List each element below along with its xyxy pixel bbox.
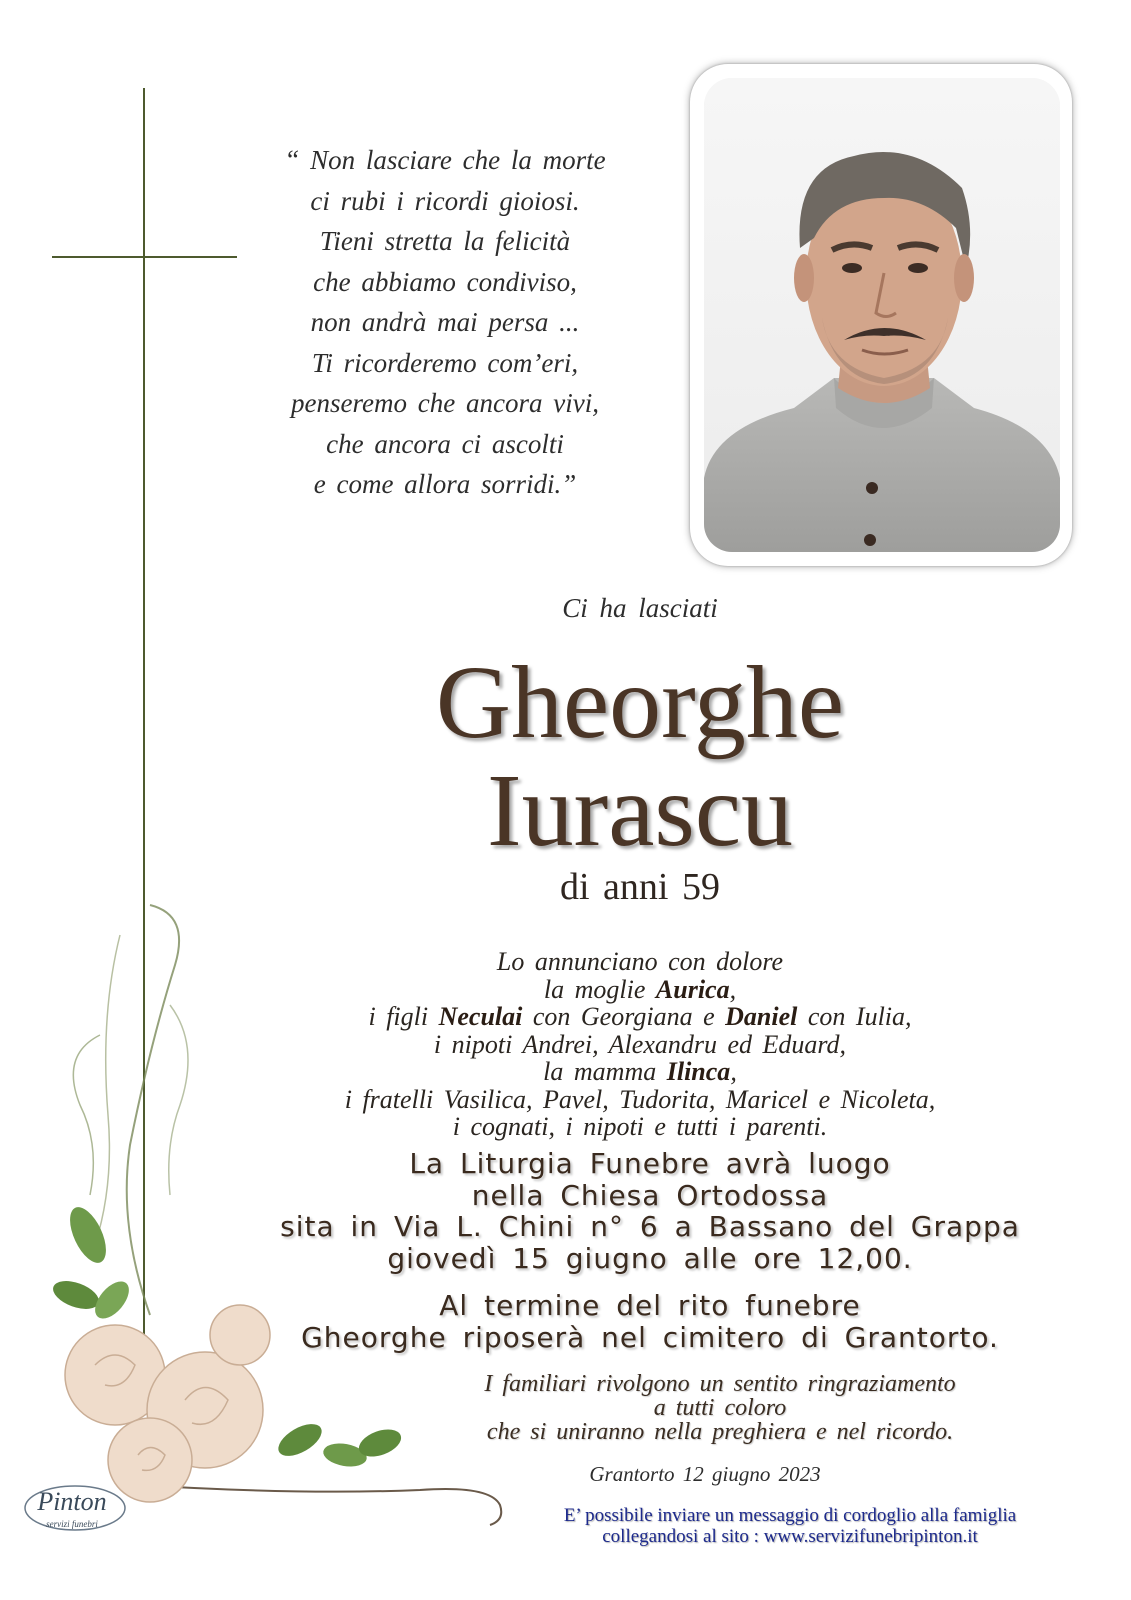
family-line: la moglie Aurica, [543, 974, 737, 1004]
liturgy-line: giovedì 15 giugno alle ore 12,00. [387, 1241, 913, 1275]
quote-line: e come allora sorridi.” [313, 469, 577, 499]
family-line: i figli Neculai con Georgiana e Daniel con Iulia, [368, 1002, 912, 1031]
thanks-line: che si uniranno nella preghiera e nel ricordo. [486, 1419, 954, 1445]
quote-line: “ Non lasciare che la morte [284, 145, 606, 175]
son-name: Neculai [438, 1002, 523, 1031]
age-text: di anni 59 [560, 866, 720, 908]
place-date: Grantorto 12 giugno 2023 [589, 1462, 821, 1486]
burial-line: Al termine del rito funebre [439, 1289, 861, 1322]
quote-line: che abbiamo condiviso, [313, 266, 577, 297]
deceased-last-name: Iurascu [486, 753, 794, 868]
quote-line: Ti ricorderemo com’eri, [311, 347, 579, 378]
quote-line: non andrà mai persa ... [310, 307, 580, 337]
portrait-photo [704, 78, 1060, 552]
mother-name: Ilinca [666, 1057, 731, 1086]
quote-line: che ancora ci ascolti [326, 428, 564, 459]
rose-decoration [0, 895, 520, 1555]
thanks-line: I familiari rivolgono un sentito ringraziamento [484, 1371, 956, 1397]
son-name: Daniel [725, 1002, 798, 1031]
burial-line: Gheorghe riposerà nel cimitero di Grantorto. [301, 1320, 999, 1354]
family-line: i nipoti Andrei, Alexandru ed Eduard, [433, 1029, 847, 1059]
quote-line: Tieni stretta la felicità [319, 226, 571, 256]
family-line: i cognati, i nipoti e tutti i parenti. [452, 1112, 828, 1141]
thanks-line: a tutti coloro [653, 1395, 787, 1421]
wife-name: Aurica [655, 974, 730, 1004]
liturgy-line: nella Chiesa Ortodossa [471, 1178, 829, 1212]
liturgy-line: sita in Via L. Chini n° 6 a Bassano del Grappa [280, 1210, 1020, 1243]
intro-text: Ci ha lasciati [562, 593, 718, 623]
quote-line: penseremo che ancora vivi, [291, 388, 599, 418]
quote-line: ci rubi i ricordi gioiosi. [310, 185, 580, 216]
family-line: la mamma Ilinca, [543, 1057, 737, 1086]
logo-name: Pinton [37, 1487, 107, 1516]
cross-horizontal-bar [52, 256, 237, 258]
liturgy-line: La Liturgia Funebre avrà luogo [409, 1147, 891, 1180]
logo-subtitle: servizi funebri [46, 1519, 98, 1529]
family-line: Lo annunciano con dolore [496, 947, 784, 976]
deceased-first-name: Gheorghe [435, 645, 845, 760]
memorial-quote [240, 140, 650, 505]
family-line: i fratelli Vasilica, Pavel, Tudorita, Maricel e Nicoleta, [344, 1084, 936, 1114]
contact-link[interactable]: collegandosi al sito : www.servizifunebripinton.it [602, 1526, 978, 1547]
condolence-contact[interactable] [480, 1505, 1100, 1547]
contact-line: E’ possibile inviare un messaggio di cordoglio alla famiglia [563, 1505, 1017, 1526]
